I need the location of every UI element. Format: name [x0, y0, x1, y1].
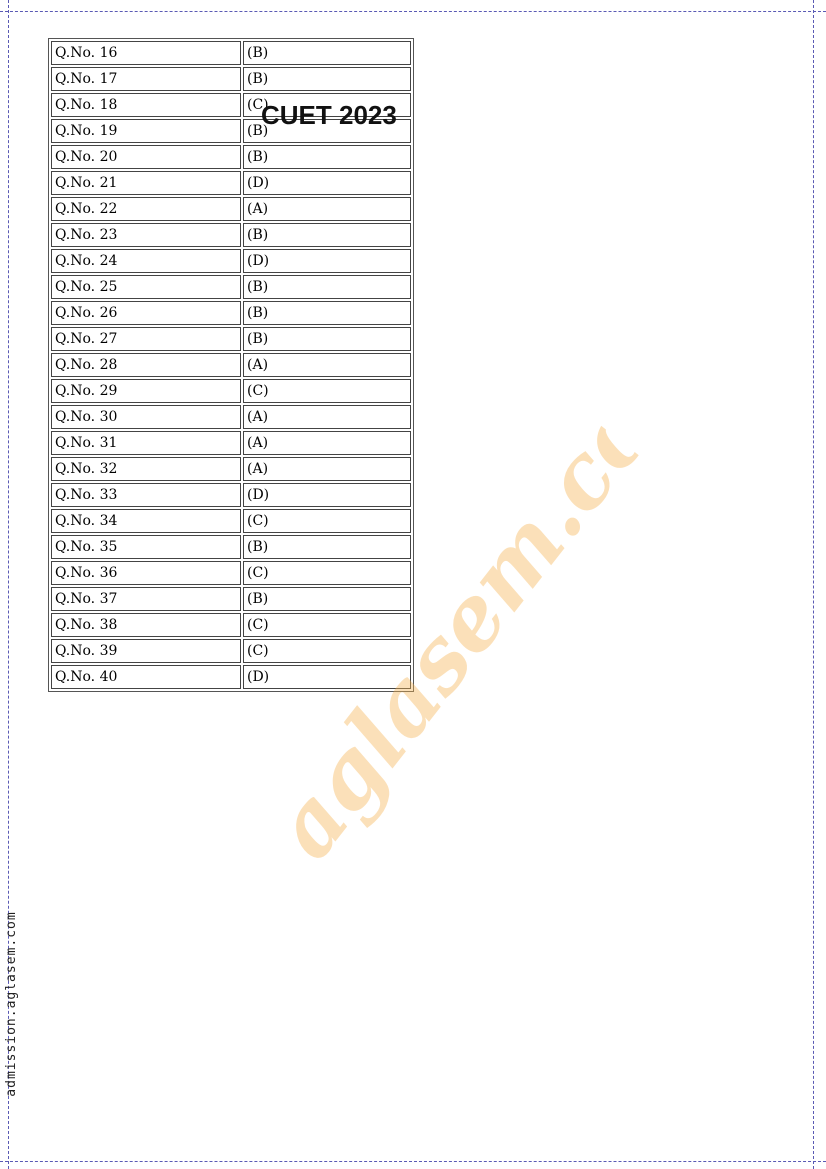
question-number-cell: Q.No. 23 — [51, 223, 241, 247]
table-row — [51, 405, 411, 429]
table-row — [51, 223, 411, 247]
table-row — [51, 41, 411, 65]
answer-cell: (D) — [243, 249, 411, 273]
question-number-cell: Q.No. 30 — [51, 405, 241, 429]
question-number-cell: Q.No. 24 — [51, 249, 241, 273]
table-row — [51, 457, 411, 481]
question-number-cell: Q.No. 19 — [51, 119, 241, 143]
cuet-stamp: CUET 2023 — [261, 100, 397, 130]
answer-cell: (B) — [243, 223, 411, 247]
question-number-cell: Q.No. 28 — [51, 353, 241, 377]
answer-cell: (D) — [243, 171, 411, 195]
table-row — [51, 379, 411, 403]
page-border-bottom — [0, 1161, 826, 1162]
question-number-cell: Q.No. 27 — [51, 327, 241, 351]
question-number-cell: Q.No. 32 — [51, 457, 241, 481]
answer-cell: (C) — [243, 639, 411, 663]
question-number-cell: Q.No. 39 — [51, 639, 241, 663]
question-number-cell: Q.No. 16 — [51, 41, 241, 65]
answer-key-body — [51, 41, 411, 689]
table-row — [51, 561, 411, 585]
table-row — [51, 249, 411, 273]
question-number-cell: Q.No. 40 — [51, 665, 241, 689]
side-url-text: admission.aglasem.com — [4, 911, 19, 1097]
table-row — [51, 665, 411, 689]
answer-cell: (C) — [243, 561, 411, 585]
question-number-cell: Q.No. 25 — [51, 275, 241, 299]
question-number-cell: Q.No. 33 — [51, 483, 241, 507]
answer-key-table — [48, 38, 414, 692]
table-row — [51, 431, 411, 455]
answer-cell: (A) — [243, 457, 411, 481]
question-number-cell: Q.No. 31 — [51, 431, 241, 455]
answer-cell: (C) — [243, 93, 411, 117]
answer-cell: (A) — [243, 353, 411, 377]
answer-cell: (B) — [243, 535, 411, 559]
table-row — [51, 327, 411, 351]
question-number-cell: Q.No. 20 — [51, 145, 241, 169]
question-number-cell: Q.No. 35 — [51, 535, 241, 559]
answer-cell: (B) — [243, 145, 411, 169]
answer-cell: (D) — [243, 483, 411, 507]
question-number-cell: Q.No. 29 — [51, 379, 241, 403]
table-row — [51, 301, 411, 325]
question-number-cell: Q.No. 37 — [51, 587, 241, 611]
answer-cell: (B) — [243, 327, 411, 351]
table-row — [51, 587, 411, 611]
answer-cell: (C) — [243, 613, 411, 637]
table-row — [51, 535, 411, 559]
answer-cell: (A) — [243, 405, 411, 429]
question-number-cell: Q.No. 26 — [51, 301, 241, 325]
answer-cell: (B) — [243, 301, 411, 325]
question-number-cell: Q.No. 34 — [51, 509, 241, 533]
table-row — [51, 639, 411, 663]
question-number-cell: Q.No. 36 — [51, 561, 241, 585]
answer-cell: (B) — [243, 67, 411, 91]
table-row — [51, 67, 411, 91]
answer-cell: (C) — [243, 509, 411, 533]
table-row — [51, 171, 411, 195]
answer-cell: (B) — [243, 41, 411, 65]
table-row — [51, 613, 411, 637]
page-border-top — [0, 11, 826, 12]
table-row — [51, 483, 411, 507]
answer-cell: (B) — [243, 587, 411, 611]
table-row — [51, 275, 411, 299]
answer-cell: (B) — [243, 119, 411, 143]
answer-cell: (D) — [243, 665, 411, 689]
answer-cell: (C) — [243, 379, 411, 403]
answer-cell: (A) — [243, 197, 411, 221]
page-border-right — [813, 0, 814, 1169]
answer-cell: (A) — [243, 431, 411, 455]
question-number-cell: Q.No. 38 — [51, 613, 241, 637]
table-row — [51, 197, 411, 221]
question-number-cell: Q.No. 21 — [51, 171, 241, 195]
question-number-cell: Q.No. 17 — [51, 67, 241, 91]
table-row — [51, 509, 411, 533]
svg-text:aglasem.com: aglasem.com — [252, 400, 656, 878]
table-row — [51, 353, 411, 377]
question-number-cell: Q.No. 18 — [51, 93, 241, 117]
question-number-cell: Q.No. 22 — [51, 197, 241, 221]
table-row — [51, 145, 411, 169]
answer-cell: (B) — [243, 275, 411, 299]
